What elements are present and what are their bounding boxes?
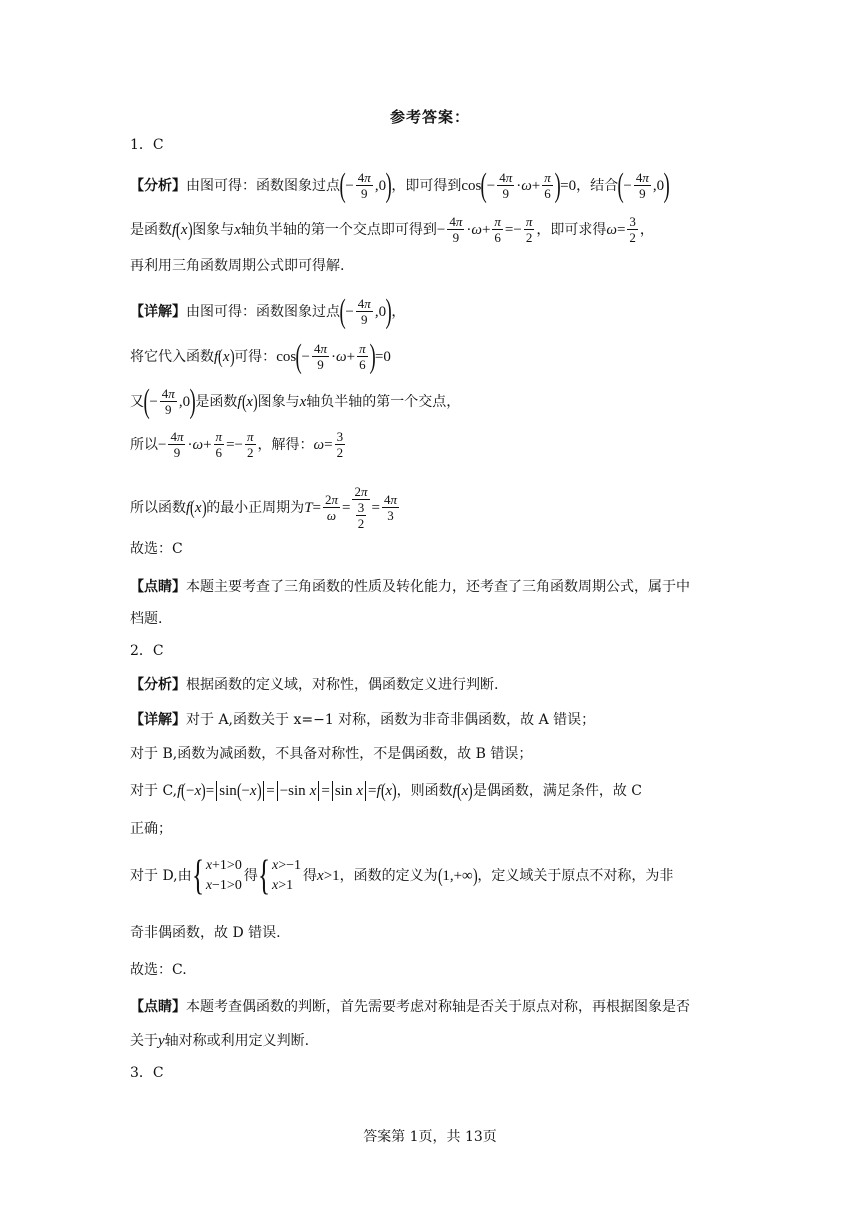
q2-detail-tag: 【详解】 xyxy=(130,712,186,728)
q2-comment-line2: 关于 y 轴对称或利用定义判断. xyxy=(130,1033,310,1049)
inequality-system-1: { x+1>0 x−1>0 xyxy=(191,853,242,899)
inequality-system-2: { x>−1 x>1 xyxy=(257,853,302,899)
q3-number: 3．C xyxy=(130,1065,164,1081)
point-expression: ( − $\frac{4\pi}{9}$ ,0 ) xyxy=(339,166,392,204)
q1-comment-line1: 【点睛】 本题主要考查了三角函数的性质及转化能力，还考查了三角函数周期公式，属于中 xyxy=(130,576,740,598)
q1-detail-line1: 【详解】 由图可得：函数图象过点 ( − $\frac{4\pi}{9}$ ,0 ) ， xyxy=(130,292,406,330)
q1-detail-line4: 所以 − $\frac{4\pi}{9}$ · ω + $\frac{\pi}{6}$ =− $\frac{\pi}{2}$ ，解得： ω = $\frac{3}{2}$ xyxy=(130,429,344,460)
q1-analysis-line3: 再利用三角函数周期公式即可得解. xyxy=(130,258,345,274)
q2-detail-line1: 【详解】 对于 A,函数关于 x=−1 对称，函数为非奇非偶函数，故 A 错误； xyxy=(130,709,740,731)
q1-analysis-tag: 【分析】 xyxy=(130,177,186,194)
q2-detail-line3: 对于 C, f ( − x ) = sin ( − x ) = −sin x = sin x = f ( x ) ，则函数 f ( x ) 是偶函数，满足条件，故 C xyxy=(130,780,643,802)
q1-number: 1．C xyxy=(130,137,164,153)
q1-detail-tag: 【详解】 xyxy=(130,303,186,320)
q2-detail-line2: 对于 B,函数为减函数，不具备对称性，不是偶函数，故 B 错误； xyxy=(130,746,533,762)
q2-comment-line1: 【点睛】 本题考查偶函数的判断，首先需要考虑对称轴是否关于原点对称，再根据图象是否 xyxy=(130,996,740,1018)
q1-analysis-line2: 是函数 f ( x ) 图象与 x 轴负半轴的第一个交点即可得到 − $\frac{4\pi}{9}$ · ω + $\frac{\pi}{6}$ =− $\frac{\pi}{2}$ ，即可求得 ω = $\frac{3}{2}$ ， xyxy=(130,214,654,245)
q2-detail-line4b: 奇非偶函数，故 D 错误. xyxy=(130,925,281,941)
q1-choose: 故选：C xyxy=(130,541,183,557)
point-expression: ( − $\frac{4\pi}{9}$ ,0 ) xyxy=(617,166,670,204)
phase-equation: − $\frac{4\pi}{9}$ · ω + $\frac{\pi}{6}$ =− $\frac{\pi}{2}$ xyxy=(436,214,533,245)
q1-analysis-line1: 【分析】 由图可得：函数图象过点 ( − $\frac{4\pi}{9}$ ,0 ) ，即可得到 cos ( − $\frac{4\pi}{9}$ · ω + $\frac{\pi}{6}$ ) =0 ，结合 ( − $\frac{4\pi}{9}$ ,0 ) xyxy=(130,166,670,204)
q2-analysis-tag: 【分析】 xyxy=(130,677,186,693)
even-function-proof: f ( − x ) = sin ( − x ) = −sin x = sin x = f ( x ) xyxy=(177,780,397,802)
q1-detail-line5: 所以函数 f ( x ) 的最小正周期为 T = $\frac{2\pi}{\omega}$ = $\frac{2\pi}{\frac{3}{2}}$ = $\frac{4\pi}{3}$ xyxy=(130,484,740,531)
q2-detail-line4: 对于 D,由 { x+1>0 x−1>0 得 { x>−1 x>1 得 x >1 ，函数的定义为 ( 1,+∞ ) ，定义域关于原点不对称，为非 xyxy=(130,853,674,899)
q2-comment-tag: 【点睛】 xyxy=(130,999,186,1015)
q1-detail-line3: 又 ( − $\frac{4\pi}{9}$ ,0 ) 是函数 f ( x ) 图象与 x 轴负半轴的第一个交点， xyxy=(130,382,461,420)
q2-choose: 故选：C. xyxy=(130,962,187,978)
q1-detail-line2: 将它代入函数 f ( x ) 可得： cos ( − $\frac{4\pi}{9}$ · ω + $\frac{\pi}{6}$ ) =0 xyxy=(130,337,391,375)
q2-analysis-line1: 【分析】 根据函数的定义域，对称性，偶函数定义进行判断. xyxy=(130,674,740,696)
page-footer: 答案第 1页，共 13页 xyxy=(363,1129,497,1145)
omega-value: ω = $\frac{3}{2}$ xyxy=(606,214,636,245)
q1-comment-line2: 档题. xyxy=(130,611,163,627)
q1-comment-tag: 【点睛】 xyxy=(130,579,186,595)
q2-detail-line3b: 正确； xyxy=(130,821,172,837)
page-title: 参考答案： xyxy=(389,108,470,126)
period-formula: T = $\frac{2\pi}{\omega}$ = $\frac{2\pi}{\frac{3}{2}}$ = $\frac{4\pi}{3}$ xyxy=(304,484,397,531)
cos-equation: cos ( − $\frac{4\pi}{9}$ · ω + $\frac{\pi}{6}$ ) =0 xyxy=(461,166,577,204)
q2-number: 2．C xyxy=(130,643,164,659)
